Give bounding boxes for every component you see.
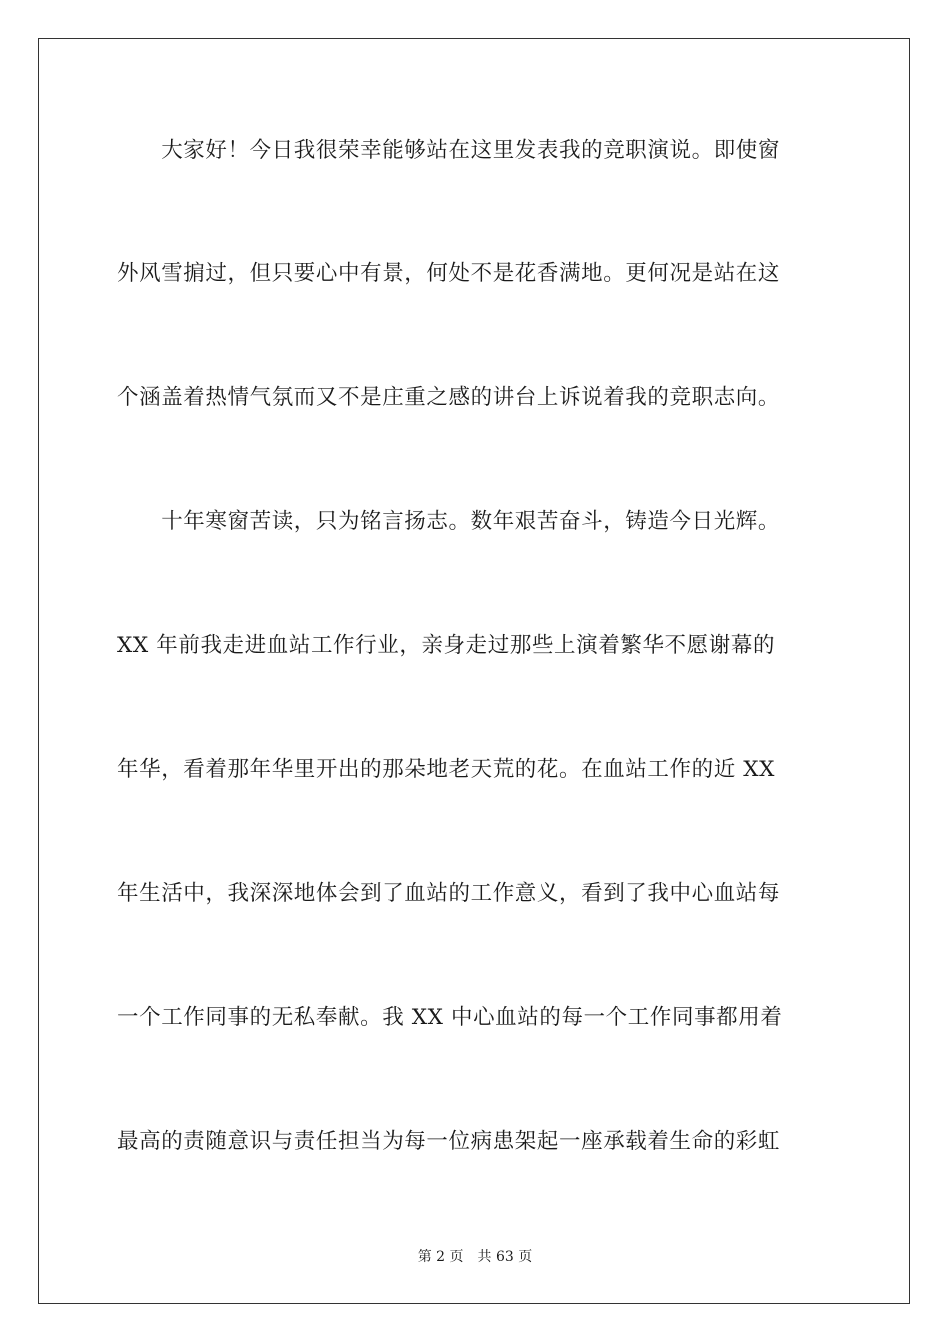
page-number: 第 2 页 <box>417 1249 464 1265</box>
text-line-2: 外风雪掮过，但只要心中有景，何处不是花香满地。更何况是站在这 <box>117 261 781 286</box>
page-border <box>38 38 910 1304</box>
text-line-7: 年生活中，我深深地体会到了血站的工作意义，看到了我中心血站每 <box>117 881 781 906</box>
text-line-3: 个涵盖着热情气氛而又不是庄重之感的讲台上诉说着我的竞职志向。 <box>117 385 781 410</box>
text-line-5: XX 年前我走进血站工作行业，亲身走过那些上演着繁华不愿谢幕的 <box>117 633 776 658</box>
text-line-4: 十年寒窗苦读，只为铭言扬志。数年艰苦奋斗，铸造今日光辉。 <box>117 509 781 534</box>
page-footer <box>0 1248 950 1266</box>
text-line-6: 年华，看着那年华里开出的那朵地老天荒的花。在血站工作的近 XX <box>117 757 776 782</box>
text-line-9: 最高的责随意识与责任担当为每一位病患架起一座承载着生命的彩虹 <box>117 1129 781 1154</box>
page-total: 共 63 页 <box>477 1249 533 1265</box>
text-line-8: 一个工作同事的无私奉献。我 XX 中心血站的每一个工作同事都用着 <box>117 1005 783 1030</box>
text-line-1: 大家好！今日我很荣幸能够站在这里发表我的竞职演说。即使窗 <box>117 138 781 163</box>
